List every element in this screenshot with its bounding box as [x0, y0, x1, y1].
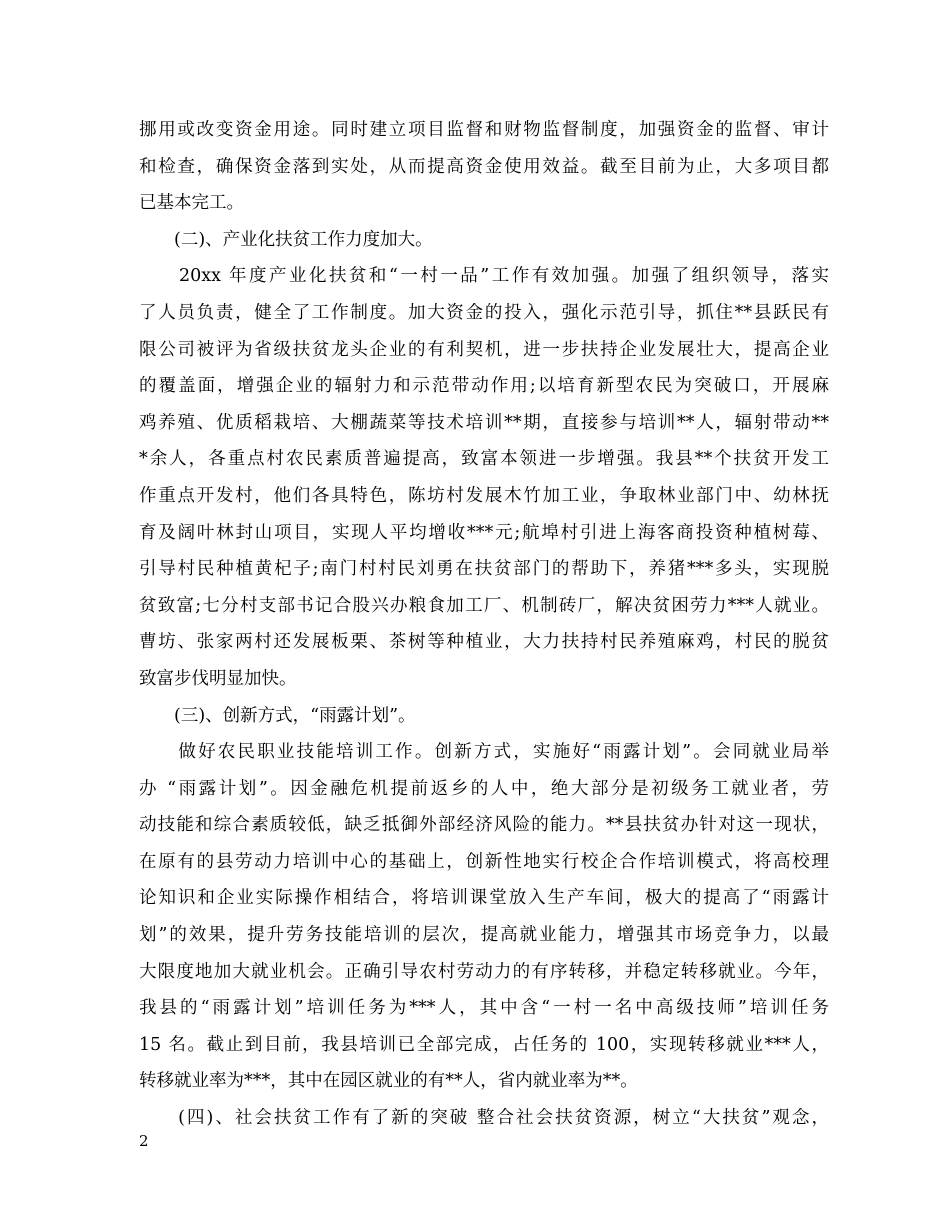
text-line: 办 “雨露计划”。因金融危机提前返乡的人中，绝大部分是初级务工就业者，劳	[139, 778, 829, 799]
text-line: 的覆盖面，增强企业的辐射力和示范带动作用;以培育新型农民为突破口，开展麻	[139, 376, 829, 397]
text-line: (三)、创新方式，“雨露计划”。	[139, 705, 416, 726]
text-line: 划”的效果，提升劳务技能培训的层次，提高就业能力，增强其市场竞争力，以最	[139, 925, 829, 946]
text-line: 15 名。截止到目前，我县培训已全部完成，占任务的 100，实现转移就业***人，	[139, 1034, 829, 1055]
text-line: *余人，各重点村农民素质普遍提高，致富本领进一步增强。我县**个扶贫开发工	[139, 449, 829, 470]
body-text	[139, 112, 829, 1137]
text-line: 已基本完工。	[139, 193, 244, 214]
text-line: 了人员负责，健全了工作制度。加大资金的投入，强化示范引导，抓住**县跃民有	[139, 302, 829, 323]
text-line: 曹坊、张家两村还发展板栗、茶树等种植业，大力扶持村民养殖麻鸡，村民的脱贫	[139, 632, 829, 653]
text-line: 引导村民种植黄杞子;南门村村民刘勇在扶贫部门的帮助下，养猪***多头，实现脱	[139, 559, 829, 580]
text-line: 鸡养殖、优质稻栽培、大棚蔬菜等技术培训**期，直接参与培训**人，辐射带动**	[139, 412, 829, 433]
text-line: (四)、社会扶贫工作有了新的突破 整合社会扶贫资源，树立“大扶贫”观念，	[139, 1108, 829, 1129]
text-line: 动技能和综合素质较低，缺乏抵御外部经济风险的能力。**县扶贫办针对这一现状，	[139, 815, 829, 836]
text-line: 论知识和企业实际操作相结合，将培训课堂放入生产车间，极大的提高了“雨露计	[139, 888, 829, 909]
text-line: 做好农民职业技能培训工作。创新方式，实施好“雨露计划”。会同就业局举	[139, 742, 829, 763]
text-line: 和检查，确保资金落到实处，从而提高资金使用效益。截至目前为止，大多项目都	[139, 156, 829, 177]
text-line: (二)、产业化扶贫工作力度加大。	[139, 229, 433, 250]
text-line: 育及阔叶林封山项目，实现人平均增收***元;航埠村引进上海客商投资种植树莓、	[139, 522, 829, 543]
text-line: 挪用或改变资金用途。同时建立项目监督和财物监督制度，加强资金的监督、审计	[139, 120, 829, 140]
text-line: 作重点开发村，他们各具特色，陈坊村发展木竹加工业，争取林业部门中、幼林抚	[139, 485, 829, 506]
text-line: 限公司被评为省级扶贫龙头企业的有利契机，进一步扶持企业发展壮大，提高企业	[139, 339, 829, 360]
page-number: 2	[139, 1132, 149, 1150]
text-line: 致富步伐明显加快。	[139, 668, 297, 689]
text-line: 转移就业率为***，其中在园区就业的有**人，省内就业率为**。	[139, 1071, 638, 1092]
text-line: 大限度地加大就业机会。正确引导农村劳动力的有序转移，并稳定转移就业。今年，	[139, 961, 829, 982]
text-line: 在原有的县劳动力培训中心的基础上，创新性地实行校企合作培训模式，将高校理	[139, 851, 829, 872]
text-line: 20xx 年度产业化扶贫和“一村一品”工作有效加强。加强了组织领导，落实	[139, 266, 829, 287]
text-line: 我县的“雨露计划”培训任务为***人，其中含“一村一名中高级技师”培训任务	[139, 998, 829, 1019]
text-line: 贫致富;七分村支部书记合股兴办粮食加工厂、机制砖厂，解决贫困劳力***人就业。	[139, 595, 829, 616]
